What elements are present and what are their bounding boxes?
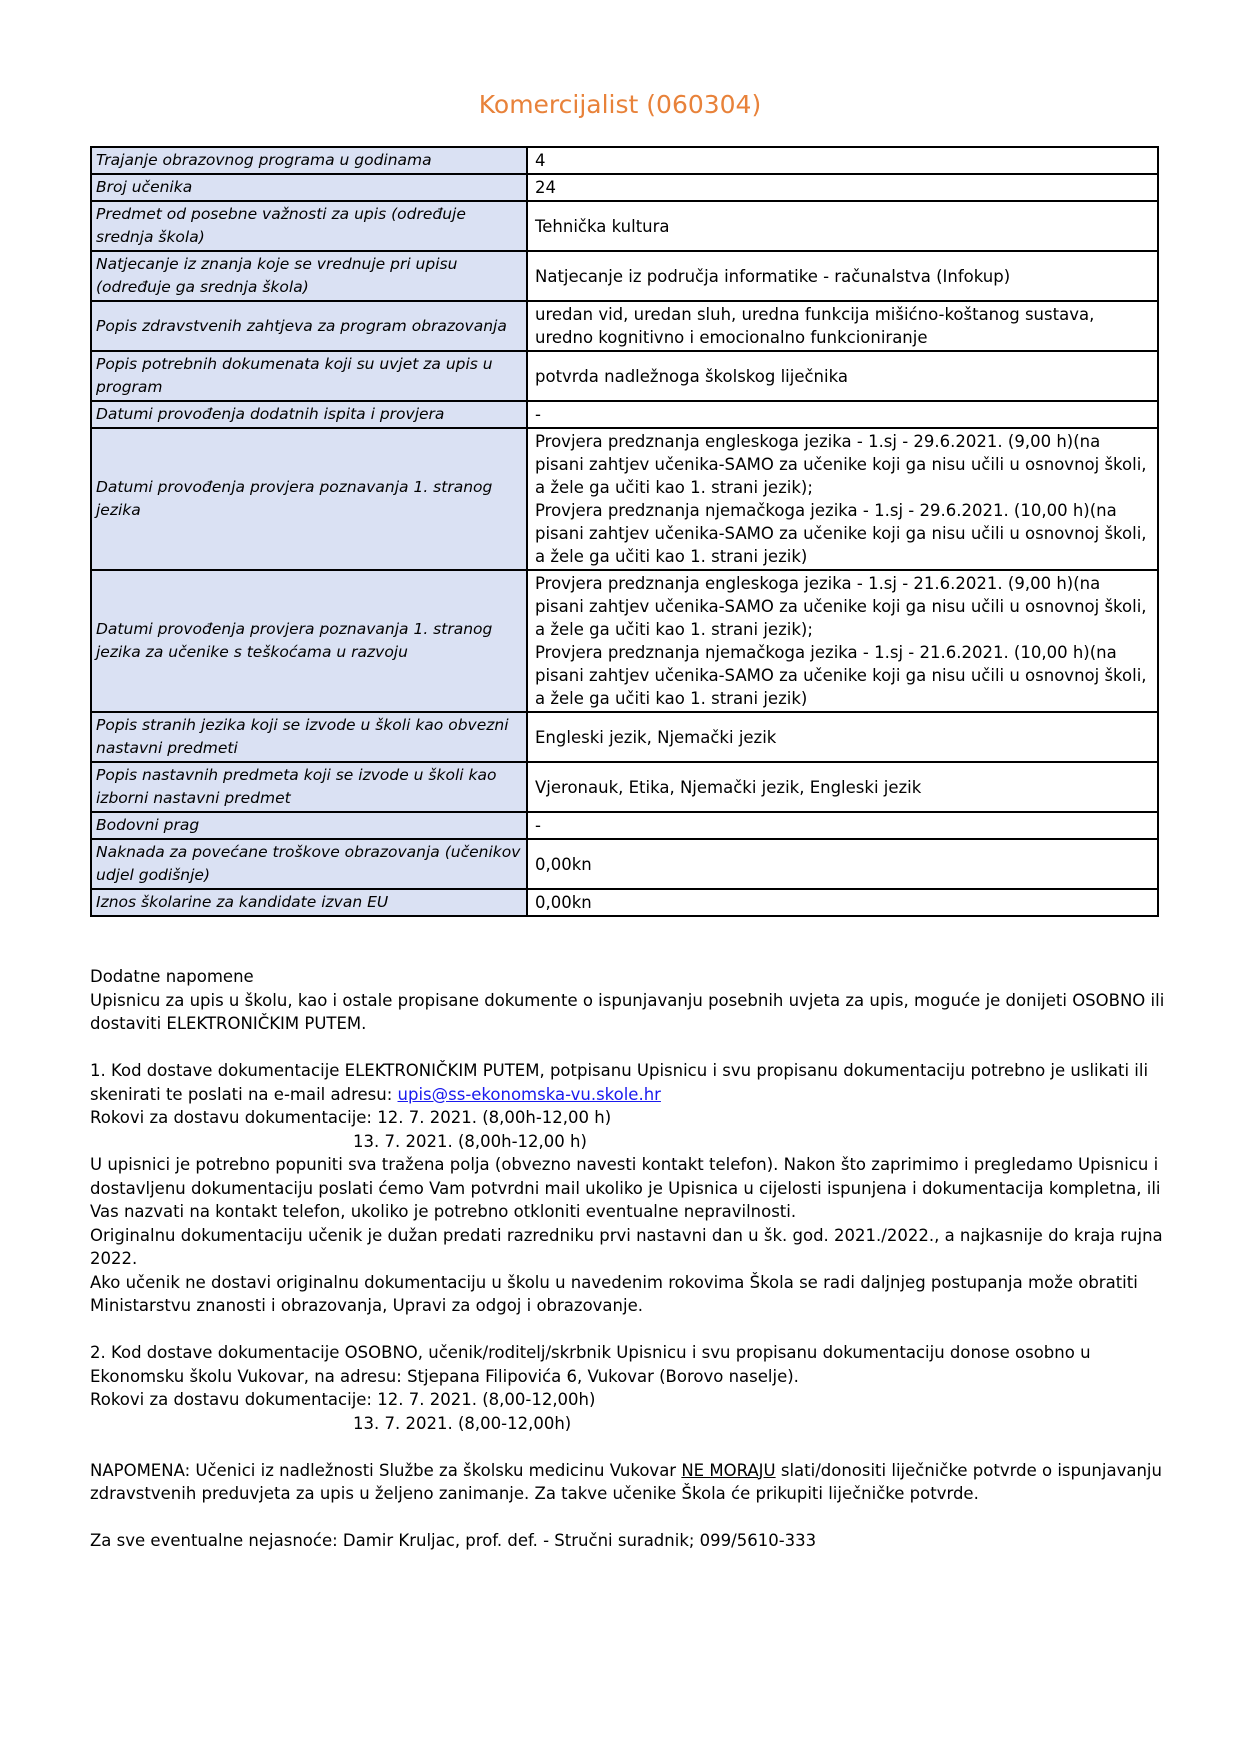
table-row	[91, 301, 1158, 351]
email-link[interactable]: upis@ss-ekonomska-vu.skole.hr	[397, 1084, 661, 1104]
electronic-delivery-paragraph	[90, 1059, 1170, 1106]
row-value-line: 0,00kn	[535, 854, 592, 874]
row-value	[527, 351, 1158, 401]
row-value-line: 4	[535, 151, 546, 170]
row-value-line: 24	[535, 178, 556, 197]
personal-deadline-1: Rokovi za dostavu dokumentacije: 12. 7. 2021. (8,00-12,00h)	[90, 1390, 596, 1409]
row-value-line: uredan vid, uredan sluh, uredna funkcija mišićno-koštanog sustava, uredno kognitivno i emocionalno funkcioniranje	[535, 305, 1095, 347]
row-value	[527, 401, 1158, 428]
row-label: Bodovni prag	[91, 812, 527, 839]
row-value-line: 0,00kn	[535, 893, 592, 912]
table-row	[91, 570, 1158, 712]
row-value-line: Provjera predznanja engleskoga jezika - 1.sj - 29.6.2021. (9,00 h)(na pisani zahtjev učenika-SAMO za učenike koji ga nisu učili u osnovnoj školi, a žele ga učiti kao 1. strani jezik);	[535, 432, 1147, 497]
table-row	[91, 251, 1158, 301]
row-value	[527, 201, 1158, 251]
row-value-line: Tehnička kultura	[535, 216, 670, 236]
row-label: Trajanje obrazovnog programa u godinama	[91, 147, 527, 174]
table-row	[91, 201, 1158, 251]
row-value-line: -	[535, 405, 541, 424]
row-label: Naknada za povećane troškove obrazovanja (učenikov udjel godišnje)	[91, 839, 527, 889]
electronic-deadline-1: Rokovi za dostavu dokumentacije: 12. 7. 2021. (8,00h-12,00 h)	[90, 1108, 612, 1127]
notes-intro: Upisnicu za upis u školu, kao i ostale propisane dokumente o ispunjavanju posebnih uvjeta za upis, moguće je donijeti OSOBNO ili dostaviti ELEKTRONIČKIM PUTEM.	[90, 990, 1165, 1033]
table-row	[91, 839, 1158, 889]
row-value	[527, 174, 1158, 201]
row-value	[527, 889, 1158, 916]
table-row	[91, 762, 1158, 812]
personal-delivery-paragraph: 2. Kod dostave dokumentacije OSOBNO, učenik/roditelj/skrbnik Upisnicu i svu propisanu dokumentaciju donose osobno u Ekonomsku školu Vukovar, na adresu: Stjepana Filipovića 6, Vukovar (Borovo naselje).	[90, 1343, 1091, 1386]
row-value	[527, 839, 1158, 889]
page-title: Komercijalist (060304)	[478, 90, 762, 119]
original-docs-note: Originalnu dokumentaciju učenik je dužan predati razredniku prvi nastavni dan u šk. god. 2021./2022., a najkasnije do kraja rujna 2022.	[90, 1225, 1163, 1268]
program-info-table	[90, 146, 1159, 917]
row-value	[527, 251, 1158, 301]
row-value-line: Natjecanje iz područja informatike - računalstva (Infokup)	[535, 266, 1011, 286]
table-row	[91, 889, 1158, 916]
table-row	[91, 147, 1158, 174]
row-label: Datumi provođenja provjera poznavanja 1. stranog jezika za učenike s teškoćama u razvoju	[91, 570, 527, 712]
row-value	[527, 570, 1158, 712]
row-value-line: Provjera predznanja njemačkoga jezika - 1.sj - 29.6.2021. (10,00 h)(na pisani zahtjev učenika-SAMO za učenike koji ga nisu učili u osnovnoj školi, a žele ga učiti kao 1. strani jezik)	[535, 501, 1147, 566]
row-value-line: Engleski jezik, Njemački jezik	[535, 727, 777, 747]
table-row	[91, 174, 1158, 201]
notes-heading: Dodatne napomene	[90, 967, 254, 986]
personal-deadline-2: 13. 7. 2021. (8,00-12,00h)	[353, 1413, 572, 1433]
row-label: Predmet od posebne važnosti za upis (određuje srednja škola)	[91, 201, 527, 251]
row-value	[527, 712, 1158, 762]
row-label: Datumi provođenja dodatnih ispita i provjera	[91, 401, 527, 428]
row-label: Broj učenika	[91, 174, 527, 201]
row-value-line: Vjeronauk, Etika, Njemački jezik, Engleski jezik	[535, 777, 922, 797]
row-value	[527, 428, 1158, 570]
row-value-line: potvrda nadležnoga školskog liječnika	[535, 366, 848, 386]
napomena-text-start: NAPOMENA: Učenici iz nadležnosti Službe za školsku medicinu Vukovar	[90, 1460, 682, 1480]
row-value	[527, 147, 1158, 174]
electronic-deadline-2: 13. 7. 2021. (8,00h-12,00 h)	[353, 1131, 587, 1151]
row-label: Popis nastavnih predmeta koji se izvode u školi kao izborni nastavni predmet	[91, 762, 527, 812]
row-label: Natjecanje iz znanja koje se vrednuje pri upisu (određuje ga srednja škola)	[91, 251, 527, 301]
additional-notes	[90, 965, 1170, 1553]
row-value-line: Provjera predznanja njemačkoga jezika - 1.sj - 21.6.2021. (10,00 h)(na pisani zahtjev učenika-SAMO za učenike koji ga nisu učili u osnovnoj školi, a žele ga učiti kao 1. strani jezik)	[535, 643, 1147, 708]
row-value-line: Provjera predznanja engleskoga jezika - 1.sj - 21.6.2021. (9,00 h)(na pisani zahtjev učenika-SAMO za učenike koji ga nisu učili u osnovnoj školi, a žele ga učiti kao 1. strani jezik);	[535, 574, 1147, 639]
napomena-emphasis: NE MORAJU	[681, 1460, 776, 1480]
table-row	[91, 712, 1158, 762]
row-label: Popis stranih jezika koji se izvode u školi kao obvezni nastavni predmeti	[91, 712, 527, 762]
table-row	[91, 351, 1158, 401]
row-value-line: -	[535, 816, 541, 835]
row-value	[527, 301, 1158, 351]
table-row	[91, 812, 1158, 839]
napomena-text-end: slati/donositi liječničke potvrde o ispunjavanju zdravstvenih preduvjeta za upis u željeno zanimanje. Za takve učenike Škola će prikupiti liječničke potvrde.	[90, 1460, 1162, 1503]
row-label: Iznos školarine za kandidate izvan EU	[91, 889, 527, 916]
table-row	[91, 401, 1158, 428]
contact-info: Za sve eventualne nejasnoće: Damir Kruljac, prof. def. - Stručni suradnik; 099/5610-333	[90, 1531, 817, 1550]
row-value	[527, 762, 1158, 812]
form-instructions: U upisnici je potrebno popuniti sva tražena polja (obvezno navesti kontakt telefon). Nakon što zaprimimo i pregledamo Upisnicu i dostavljenu dokumentaciju poslati ćemo Vam potvrdni mail ukoliko je Upisnica u cijelosti ispunjena i dokumentacija kompletna, ili Vas nazvati na kontakt telefon, ukoliko je potrebno otkloniti eventualne nepravilnosti.	[90, 1155, 1161, 1221]
row-label: Datumi provođenja provjera poznavanja 1. stranog jezika	[91, 428, 527, 570]
napomena-paragraph	[90, 1459, 1170, 1506]
table-row	[91, 428, 1158, 570]
row-label: Popis zdravstvenih zahtjeva za program obrazovanja	[91, 301, 527, 351]
row-label: Popis potrebnih dokumenata koji su uvjet za upis u program	[91, 351, 527, 401]
ministry-note: Ako učenik ne dostavi originalnu dokumentaciju u školu u navedenim rokovima Škola se radi daljnjeg postupanja može obratiti Ministarstvu znanosti i obrazovanja, Upravi za odgoj i obrazovanje.	[90, 1272, 1138, 1315]
row-value	[527, 812, 1158, 839]
electronic-delivery-text: 1. Kod dostave dokumentacije ELEKTRONIČKIM PUTEM, potpisanu Upisnicu i svu propisanu dokumentaciju potrebno je uslikati ili skenirati te poslati na e-mail adresu:	[90, 1061, 1149, 1104]
